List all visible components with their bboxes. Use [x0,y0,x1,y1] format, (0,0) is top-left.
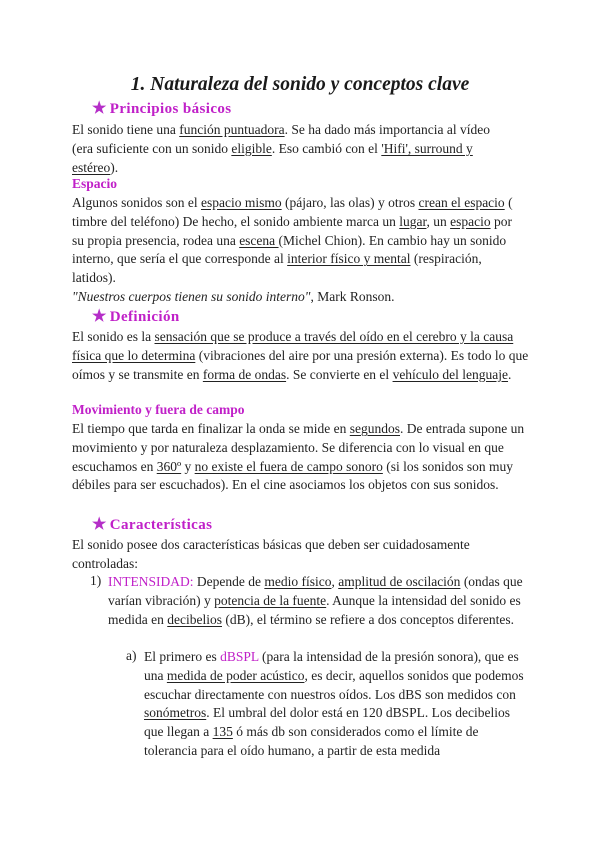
heading-definicion: ★ Definición [92,308,180,325]
heading-movimiento: Movimiento y fuera de campo [72,402,245,417]
list-letter-a: a) [126,648,137,663]
quote: "Nuestros cuerpos tienen su sonido interno" [72,288,311,304]
page-title: 1. Naturaleza del sonido y conceptos clave [130,74,470,95]
star-icon: ★ [92,308,107,325]
list-item-intensidad: INTENSIDAD: Depende de medio físico, amplitud de oscilación (ondas que varían vibración) y potencia de la fuente. Aunque la intensidad del sonido es medida en decibelios (dB), el término se refiere a dos conceptos diferentes. [108,574,523,627]
paragraph-espacio: Algunos sonidos son el espacio mismo (pájaro, las olas) y otros crean el espacio ( timbre del teléfono) De hecho, el sonido ambiente marca un lugar, un espacio por su propia presencia, rodea una escena (Michel Chion). En cambio hay un sonido interno, que sería el que corresponde al interior físico y mental (respiración, latidos). "Nuestros cuerpos tienen su sonido interno", Mark Ronson. [72,195,513,304]
paragraph-caracteristicas-intro: El sonido posee dos características básicas que deben ser cuidadosamente controladas: [72,537,470,571]
heading-espacio: Espacio [72,176,118,191]
paragraph-definicion: El sonido es la sensación que se produce a través del oído en el cerebro y la causa física que lo determina (vibraciones del aire por una presión externa). Es todo lo que oímos y se transmite en forma de ondas. Se convierte en el vehículo del lenguaje. [72,329,529,382]
star-icon: ★ [92,516,107,533]
paragraph-principios: El sonido tiene una función puntuadora. Se ha dado más importancia al vídeo (era suficiente con un sonido eligible. Eso cambió con el 'Hifi', surround y estéreo). [72,122,491,175]
list-item-dbspl: El primero es dBSPL (para la intensidad de la presión sonora), que es una medida de poder acústico, es decir, aquellos sonidos que podemos escuchar directamente con nuestros oídos. Los dBS son medidos con sonómetros. El umbral del dolor está en 120 dBSPL. Los decibelios que llegan a 135 ó más db son considerados como el límite de tolerancia para el oído humano, a partir de esta medida [144,649,524,758]
star-icon: ★ [92,100,107,117]
heading-principios: ★ Principios básicos [92,100,232,117]
heading-caracteristicas: ★ Características [92,516,213,533]
paragraph-movimiento: El tiempo que tarda en finalizar la onda se mide en segundos. De entrada supone un movimiento y por naturaleza desplazamiento. Se diferencia con lo visual en que escuchamos en 360º y no existe el fuera de campo sonoro (si los sonidos son muy débiles para ser escuchados). En el cine asociamos los objetos con sus sonidos. [72,421,525,493]
list-number-1: 1) [90,573,102,588]
